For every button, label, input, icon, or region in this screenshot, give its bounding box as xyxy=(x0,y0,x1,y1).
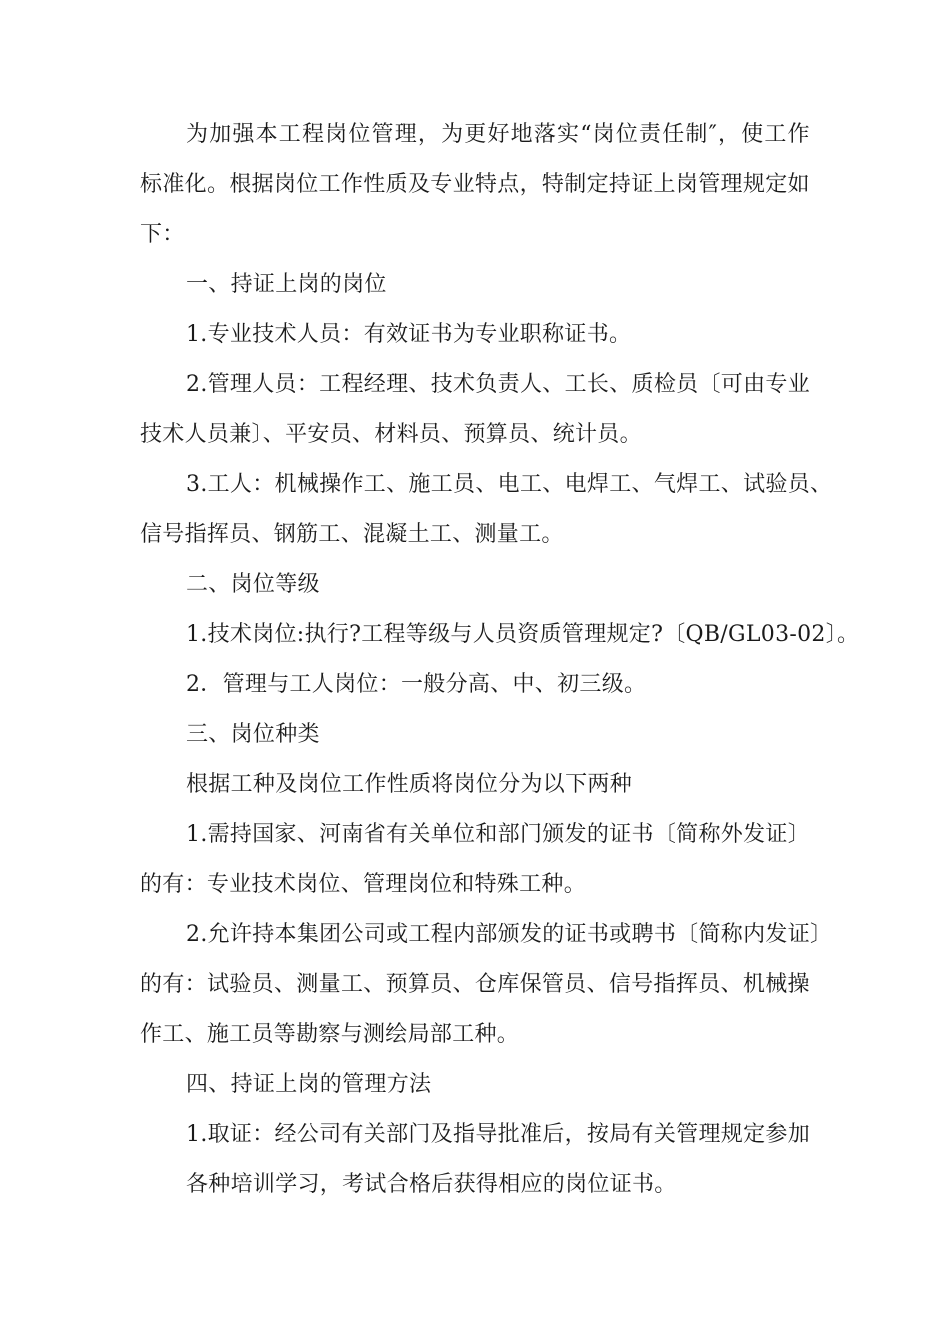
paragraph-line: 3 . 工 人 ： 机 械 操 作 工 、 施 工 员 、 电 工 、 电 焊 工 、 气 焊 工 、 试 验 员 、 xyxy=(186,472,833,497)
paragraph-line: 根据工种及岗位工作性质将岗位分为以下两种 xyxy=(186,772,633,797)
paragraph-line: 标 准 化 。 根 据 岗 位 工 作 性 质 及 专 业 特 点 ， 特 制 定 持 证 上 岗 管 理 规 定 如 xyxy=(140,172,810,197)
paragraph-line: 下： xyxy=(140,222,185,247)
paragraph-line: 1.技术岗位:执行?工程等级与人员资质管理规定?〔QB/GL03-02〕。 xyxy=(186,622,860,647)
paragraph-line: 各种培训学习，考试合格后获得相应的岗位证书。 xyxy=(186,1172,677,1197)
paragraph-line: 信号指挥员、钢筋工、混凝土工、测量工。 xyxy=(140,522,564,547)
section-heading: 二、岗位等级 xyxy=(186,572,320,597)
section-heading: 四、持证上岗的管理方法 xyxy=(186,1072,432,1097)
paragraph-line: 为 加 强 本 工 程 岗 位 管 理 ， 为 更 好 地 落 实 “ 岗 位 责 任 制 ″ ， 使 工 作 xyxy=(186,122,810,147)
paragraph-line: 1.专业技术人员：有效证书为专业职称证书。 xyxy=(186,322,632,347)
section-heading: 三、岗位种类 xyxy=(186,722,320,747)
section-heading: 一、持证上岗的岗位 xyxy=(186,272,387,297)
paragraph-line: 2 . 管 理 人 员 ： 工 程 经 理 、 技 术 负 责 人 、 工 长 、 质 检 员 〔 可 由 专 业 xyxy=(186,372,811,397)
paragraph-line: 的 有 ： 试 验 员 、 测 量 工 、 预 算 员 、 仓 库 保 管 员 、 信 号 指 挥 员 、 机 械 操 xyxy=(140,972,810,997)
paragraph-line: 1 . 需 持 国 家 、 河 南 省 有 关 单 位 和 部 门 颁 发 的 证 书 〔 简 称 外 发 证 〕 xyxy=(186,822,811,847)
paragraph-line: 1 . 取 证 ： 经 公 司 有 关 部 门 及 指 导 批 准 后 ， 按 局 有 关 管 理 规 定 参 加 xyxy=(186,1122,811,1147)
paragraph-line: 2 . 允 许 持 本 集 团 公 司 或 工 程 内 部 颁 发 的 证 书 或 聘 书 〔 简 称 内 发 证 〕 xyxy=(186,922,833,947)
paragraph-line: 2．管理与工人岗位：一般分高、中、初三级。 xyxy=(186,672,647,697)
paragraph-line: 技术人员兼〕、平安员、材料员、预算员、统计员。 xyxy=(140,422,642,447)
paragraph-line: 作工、施工员等勘察与测绘局部工种。 xyxy=(140,1022,520,1047)
paragraph-line: 的有：专业技术岗位、管理岗位和特殊工种。 xyxy=(140,872,587,897)
